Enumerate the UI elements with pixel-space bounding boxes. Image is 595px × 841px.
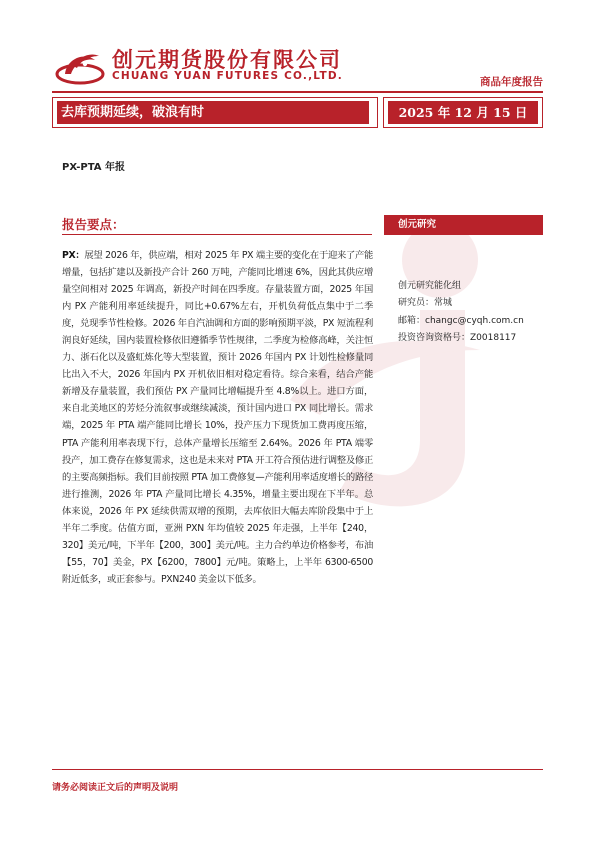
summary-paragraph [62, 247, 373, 588]
analyst-email[interactable]: 邮箱：changc@cyqh.com.cn [398, 315, 524, 326]
company-name-cn: 创元期货股份有限公司 [112, 47, 342, 72]
analyst-info-block [398, 278, 524, 348]
header-divider [52, 91, 543, 93]
section-heading-key-points: 报告要点： [62, 217, 125, 232]
company-name-en: CHUANG YUAN FUTURES CO.,LTD. [112, 70, 343, 82]
report-type-label: 商品年度报告 [480, 76, 543, 88]
report-title: 去库预期延续，破浪有时 [57, 101, 369, 124]
section-divider [62, 234, 372, 235]
company-logo-icon [55, 46, 105, 86]
summary-lead-label: PX： [62, 250, 85, 261]
report-date: 2025 年 12 月 15 日 [388, 101, 538, 124]
report-subject: PX-PTA 年报 [62, 162, 125, 173]
license-number: 投资咨询资格号：Z0018117 [398, 333, 517, 344]
sidebar-heading: 创元研究 [384, 215, 543, 235]
footer-divider [52, 769, 543, 770]
research-team: 创元研究能化组 [398, 281, 462, 291]
summary-text: 展望 2026 年，供应端，相对 2025 年 PX 端主要的变化在于迎来了产能增量，包括扩建以及新投产合计 260 万吨，产能同比增速 6%，因此其供应增量空间相对 2025 年调高，新投产时间在四季度。存量装置方面，2025 年国内 PX 产能利用率延续提升，同比+0.67%左右，开机负荷低点集中于二季度，兑现季节性检修。2026 年自汽油调和方面的影响预期平淡，PX 短流程利润良好延续，国内装置检修依旧遵循季节性规律，二季度为检修高峰，关注恒力、浙石化以及盛虹炼化等大型装置，预计 2026 年国内 PX 计划性检修量同比出入不大，2026 年国内 PX 开机依旧相对稳定看待。综合来看，结合产能新增及存量装置，我们预估 PX 产量同比增幅提升至 4.8%以上。进口方面，来自北美地区的芳烃分流叙事或继续减淡，预计国内进口 PX 同比增长。需求端，2025 年 PTA 端产能同比增长 10%，投产压力下现货加工费再度压缩，PTA 产能利用率表现下行，总体产量增长压缩至 2.64%。2026 年 PTA 端零投产，加工费存在修复需求，这也是未来对 PTA 开工符合预估进行调整及修正的主要高频指标。我们目前按照 PTA 加工费修复—产能利用率适度增长的路径进行推测，2026 年 PTA 产量同比增长 4.35%，增量主要出现在下半年。总体来说，2026 年 PX 延续供需双增的预期，去库依旧大幅去库阶段集中于上半年二季度。估值方面，亚洲 PXN 年均值较 2025 年走强，上半年【240，320】美元/吨，下半年【200，300】美元/吨。主力合约单边价格参考，布油【55，70】美金，PX【6200，7800】元/吨。策略上，上半年 6300-6500 附近低多，或正套参与。PXN240 美金以下低多。 [62, 250, 373, 585]
disclaimer-note: 请务必阅读正文后的声明及说明 [52, 783, 179, 793]
analyst-name: 研究员：常城 [398, 298, 453, 309]
